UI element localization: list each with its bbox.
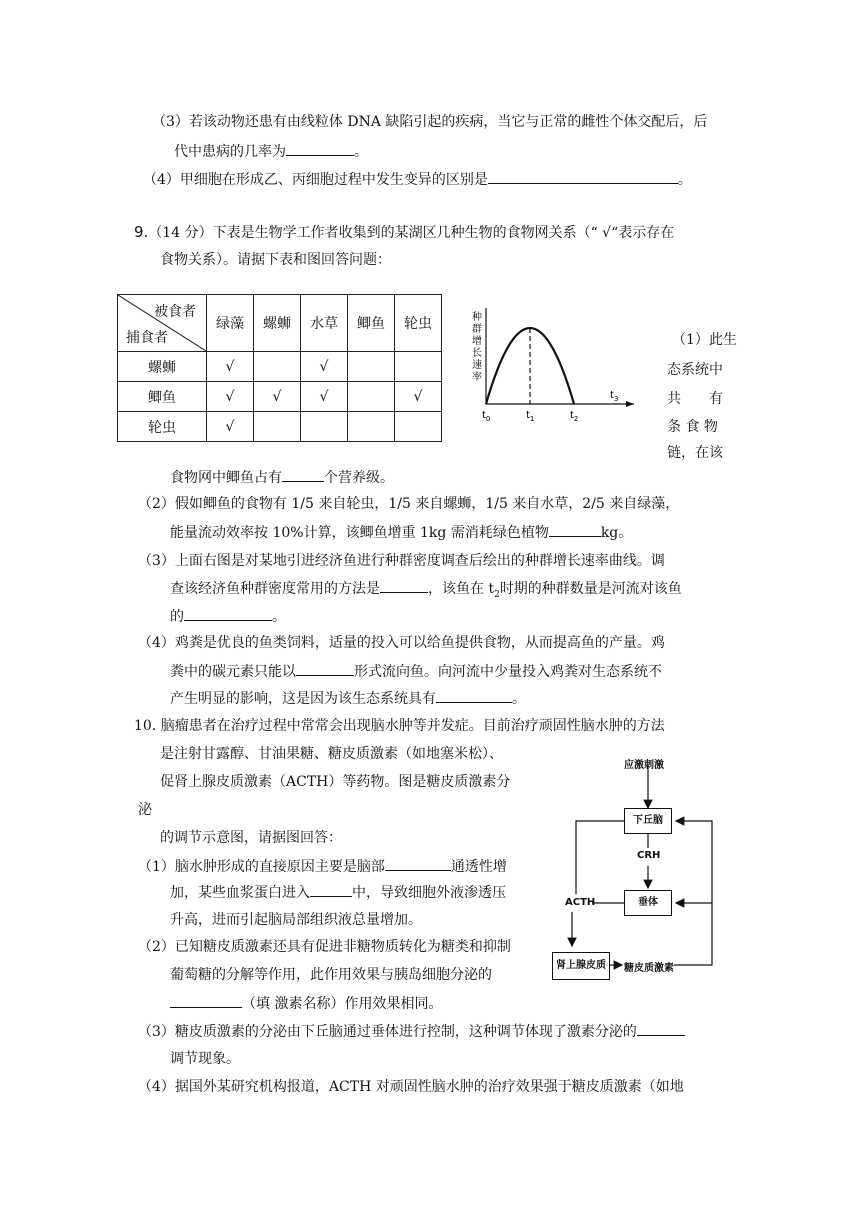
- table-row: [118, 352, 442, 382]
- table-cell: [254, 412, 301, 442]
- table-cell: [254, 352, 301, 382]
- q10-part4-line1: （4）据国外某研究机构报道，ACTH 对顽固性脑水肿的治疗效果强于糖皮质激素（如地: [138, 1079, 684, 1095]
- q9-part4-line1: （4）鸡粪是优良的鱼类饲料，适量的投入可以给鱼提供食物，从而提高鱼的产量。鸡: [138, 635, 665, 651]
- adrenal-cortex-box: 肾上腺皮质: [552, 952, 610, 980]
- q9-part2-end: kg。: [600, 525, 633, 541]
- q10-part3-line2: 调节现象。: [170, 1051, 240, 1067]
- table-cell: √: [207, 382, 254, 412]
- q9-part4-line3: [170, 688, 526, 709]
- q10-part3-line1: [138, 1021, 685, 1042]
- q10-part1-line2: [170, 882, 506, 903]
- q9-part4-mid: 形式流向鱼。向河流中少量投入鸡粪对生态系统不: [354, 664, 662, 680]
- answer-blank: [436, 688, 512, 703]
- q9-part1-cont: [170, 467, 394, 488]
- q10-part1-end2: 中，导致细胞外液渗透压: [352, 885, 506, 901]
- q9-part2-line1: （2）假如鲫鱼的食物有 1/5 来自轮虫，1/5 来自螺蛳，1/5 来自水草，2/5 来自绿藻，: [138, 496, 680, 512]
- q9-part1-side-4: 条 食 物: [667, 419, 718, 435]
- table-cell: √: [395, 382, 442, 412]
- answer-blank: [637, 1021, 685, 1036]
- q9-part1-side-1: （1）此生: [672, 332, 737, 348]
- q10-part2-line2: 葡萄糖的分解等作用，此作用效果与胰岛细胞分泌的: [170, 967, 492, 983]
- q10-part1-line3: 升高，进而引起脑局部组织液总量增加。: [170, 912, 422, 928]
- answer-blank: [549, 522, 601, 537]
- q10-line4: 泌: [138, 802, 152, 818]
- answer-blank: [286, 141, 354, 156]
- answer-blank: [282, 467, 324, 482]
- answer-blank: [488, 169, 678, 184]
- glucocorticoid-label: 糖皮质激素: [624, 963, 674, 974]
- answer-blank: [296, 661, 354, 676]
- stimulus-label: 应激刺激: [624, 760, 664, 771]
- q10-part2-line3: [170, 993, 442, 1014]
- column-header: 轮虫: [395, 295, 442, 352]
- hypothalamus-box: 下丘脑: [624, 808, 672, 834]
- q9-part3-line2: [170, 578, 682, 605]
- q10-part1-text: （1）脑水肿形成的直接原因主要是脑部: [138, 859, 385, 875]
- table-cell: [348, 352, 395, 382]
- tick-label-t2: $t_2$: [570, 410, 579, 423]
- q9-number: 9.: [134, 223, 149, 241]
- q8-part4-text: （4）甲细胞在形成乙、丙细胞过程中发生变异的区别是: [143, 172, 488, 188]
- q9-part4-line2: [170, 661, 662, 682]
- q9-part1-side-3: 共 有: [667, 391, 723, 407]
- tick-label-t0: $t_0$: [482, 410, 491, 423]
- q8-part3-line2: [174, 141, 368, 162]
- q8-part3-line1: （3）若该动物还患有由线粒体 DNA 缺陷引起的疾病，当它与正常的雌性个体交配后，后: [152, 114, 708, 130]
- tick-label-t3: $t_3$: [610, 390, 619, 403]
- column-header: 水草: [301, 295, 348, 352]
- table-cell: [395, 412, 442, 442]
- x-axis-arrow: [626, 401, 634, 407]
- q9-part1-side-5: 链，在该: [667, 445, 723, 461]
- q9-part2-line2: [170, 522, 632, 543]
- q10-line3: 促肾上腺皮质激素（ACTH）等药物。图是糖皮质激素分: [160, 774, 511, 790]
- q10-part2-text3: （填 激素名称）作用效果相同。: [242, 996, 443, 1012]
- header-prey-label: 被食者: [154, 304, 196, 320]
- column-header: 绿藻: [207, 295, 254, 352]
- q9-part1-text: 食物网中鲫鱼占有: [170, 470, 282, 486]
- row-header: 轮虫: [118, 412, 207, 442]
- table-cell: [301, 412, 348, 442]
- table-cell: √: [301, 352, 348, 382]
- tick-label-t1: $t_1$: [526, 410, 535, 423]
- q9-part2-text: 能量流动效率按 10%计算，该鲫鱼增重 1kg 需消耗绿色植物: [170, 525, 549, 541]
- q9-intro-text: （14 分）下表是生物学工作者收集到的某湖区几种生物的食物网关系（“ √“表示存在: [148, 225, 675, 241]
- q8-part4-line: [143, 169, 692, 190]
- table-cell: √: [207, 412, 254, 442]
- acth-label: ACTH: [565, 897, 596, 908]
- food-web-table: [117, 294, 442, 442]
- pituitary-box: 垂体: [624, 890, 672, 916]
- q10-line5: 的调节示意图，请据图回答：: [160, 830, 342, 846]
- row-header: 螺蛳: [118, 352, 207, 382]
- tick-labels: [482, 390, 618, 423]
- q9-part4-end: 。: [512, 691, 526, 707]
- q9-part1-end: 个营养级。: [324, 470, 394, 486]
- q9-part3-sub: 2: [494, 589, 500, 600]
- q10-line1: 10. 脑瘤患者在治疗过程中常常会出现脑水肿等并发症。目前治疗顽固性脑水肿的方法: [134, 718, 665, 734]
- diagonal-header-cell: [118, 295, 207, 352]
- q10-line2: 是注射甘露醇、甘油果糖、糖皮质激素（如地塞米松）、: [160, 746, 503, 762]
- q9-intro-line2: 食物关系）。请据下表和图回答问题：: [160, 252, 391, 268]
- q9-part3-of: 的: [170, 609, 184, 625]
- answer-blank: [184, 606, 272, 621]
- q10-part2-line1: （2）已知糖皮质激素还具有促进非糖物质转化为糖类和抑制: [138, 939, 511, 955]
- table-cell: [395, 352, 442, 382]
- table-header-row: [118, 295, 442, 352]
- q10-part1-line1: [138, 856, 507, 877]
- table-cell: √: [254, 382, 301, 412]
- q9-part3-line1: （3）上面右图是对某地引进经济鱼进行种群密度调查后绘出的种群增长速率曲线。调: [138, 553, 665, 569]
- q10-part3-text: （3）糖皮质激素的分泌由下丘脑通过垂体进行控制，这种调节体现了激素分泌的: [138, 1024, 637, 1040]
- answer-blank: [310, 882, 352, 897]
- table-row: [118, 382, 442, 412]
- y-axis-label: 种群增长速率: [472, 312, 482, 383]
- table-cell: √: [301, 382, 348, 412]
- q9-part3-end: 。: [272, 609, 286, 625]
- q10-part1-end: 通透性增: [450, 859, 507, 875]
- q9-part3-tail: 时期的种群数量是河流对该鱼: [499, 581, 682, 597]
- growth-rate-chart: [468, 306, 638, 426]
- acth-feedback-line: [576, 821, 624, 894]
- table-row: [118, 412, 442, 442]
- table-cell: [348, 412, 395, 442]
- answer-blank: [385, 856, 451, 871]
- q9-part3-text: 查该经济鱼种群密度常用的方法是: [170, 581, 380, 597]
- table-cell: [348, 382, 395, 412]
- q8-part4-end: 。: [677, 172, 692, 188]
- q8-part3-text: 代中患病的几率为: [174, 144, 286, 160]
- q9-part1-side-2: 态系统中: [667, 362, 723, 378]
- q9-intro-line1: [134, 222, 674, 243]
- hormone-feedback-hypothalamus: [674, 821, 712, 965]
- q9-part4-text2: 产生明显的影响，这是因为该生态系统具有: [170, 691, 436, 707]
- row-header: 鲫鱼: [118, 382, 207, 412]
- q9-part4-text: 粪中的碳元素只能以: [170, 664, 296, 680]
- answer-blank: [380, 578, 428, 593]
- answer-blank: [170, 993, 242, 1008]
- header-predator-label: 捕食者: [126, 330, 168, 346]
- column-header: 鲫鱼: [348, 295, 395, 352]
- q9-part3-line3: [170, 606, 286, 627]
- column-header: 螺蛳: [254, 295, 301, 352]
- table-cell: √: [207, 352, 254, 382]
- q9-part3-mid: ，该鱼在 t: [428, 581, 495, 597]
- q10-part1-text2: 加，某些血浆蛋白进入: [170, 885, 310, 901]
- crh-label: CRH: [637, 850, 661, 861]
- q8-part3-end: 。: [354, 144, 368, 160]
